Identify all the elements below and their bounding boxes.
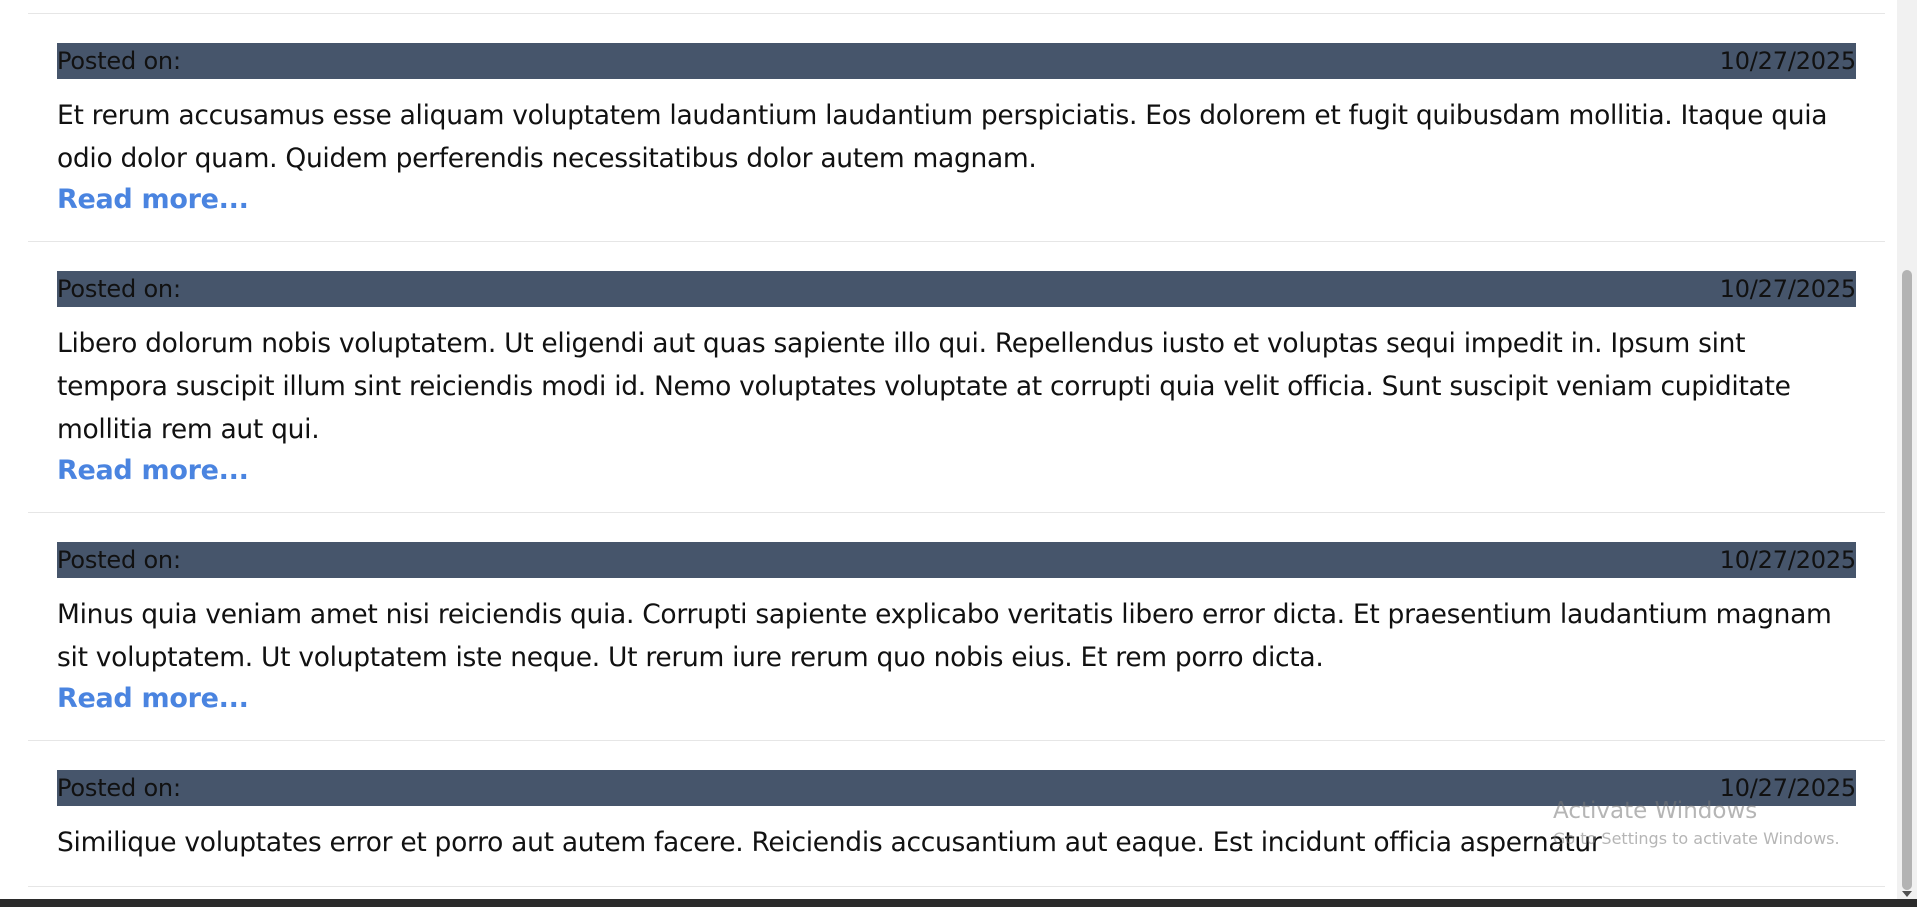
post-excerpt: Libero dolorum nobis voluptatem. Ut eligendi aut quas sapiente illo qui. Repellendus iusto et voluptas sequi impedit in. Ipsum sint tempora suscipit illum sint reiciendis modi id. Nemo voluptates voluptate at corrupti quia velit officia. Sunt suscipit veniam cupiditate mollitia rem aut qui. bbox=[57, 328, 1791, 445]
scroll-down-arrow-icon[interactable] bbox=[1902, 891, 1912, 897]
read-more-link[interactable]: Read more... bbox=[57, 455, 249, 486]
post-card bbox=[28, 741, 1885, 887]
post-date: 10/27/2025 bbox=[1719, 275, 1856, 303]
scrollbar-thumb[interactable] bbox=[1902, 270, 1912, 890]
watermark-title: Activate Windows bbox=[1553, 798, 1758, 824]
post-excerpt: Similique voluptates error et porro aut autem facere. Reiciendis accusantium aut eaque. Est incidunt officia aspernatur bbox=[57, 827, 1602, 858]
read-more-link[interactable]: Read more... bbox=[57, 683, 249, 714]
post-list bbox=[28, 0, 1885, 887]
divider bbox=[28, 0, 1885, 14]
post-meta-bar bbox=[57, 271, 1856, 307]
posted-on-label: Posted on: bbox=[57, 275, 181, 303]
post-card bbox=[28, 513, 1885, 741]
watermark-subtitle: Go to Settings to activate Windows. bbox=[1553, 829, 1840, 848]
post-card bbox=[28, 242, 1885, 513]
post-excerpt: Minus quia veniam amet nisi reiciendis quia. Corrupti sapiente explicabo veritatis libero error dicta. Et praesentium laudantium magnam sit voluptatem. Ut voluptatem iste neque. Ut rerum iure rerum quo nobis eius. Et rem porro dicta. bbox=[57, 599, 1832, 673]
post-meta-bar bbox=[57, 43, 1856, 79]
posted-on-label: Posted on: bbox=[57, 546, 181, 574]
posted-on-label: Posted on: bbox=[57, 774, 181, 802]
post-date: 10/27/2025 bbox=[1719, 47, 1856, 75]
window-bottom-edge bbox=[0, 899, 1917, 907]
post-date: 10/27/2025 bbox=[1719, 546, 1856, 574]
read-more-link[interactable]: Read more... bbox=[57, 184, 249, 215]
posted-on-label: Posted on: bbox=[57, 47, 181, 75]
post-meta-bar bbox=[57, 542, 1856, 578]
post-meta-bar bbox=[57, 770, 1856, 806]
post-card bbox=[28, 14, 1885, 242]
post-date: 10/27/2025 bbox=[1719, 774, 1856, 802]
vertical-scrollbar[interactable] bbox=[1897, 0, 1917, 899]
post-excerpt: Et rerum accusamus esse aliquam voluptatem laudantium laudantium perspiciatis. Eos dolorem et fugit quibusdam mollitia. Itaque quia odio dolor quam. Quidem perferendis necessitatibus dolor autem magnam. bbox=[57, 100, 1828, 174]
